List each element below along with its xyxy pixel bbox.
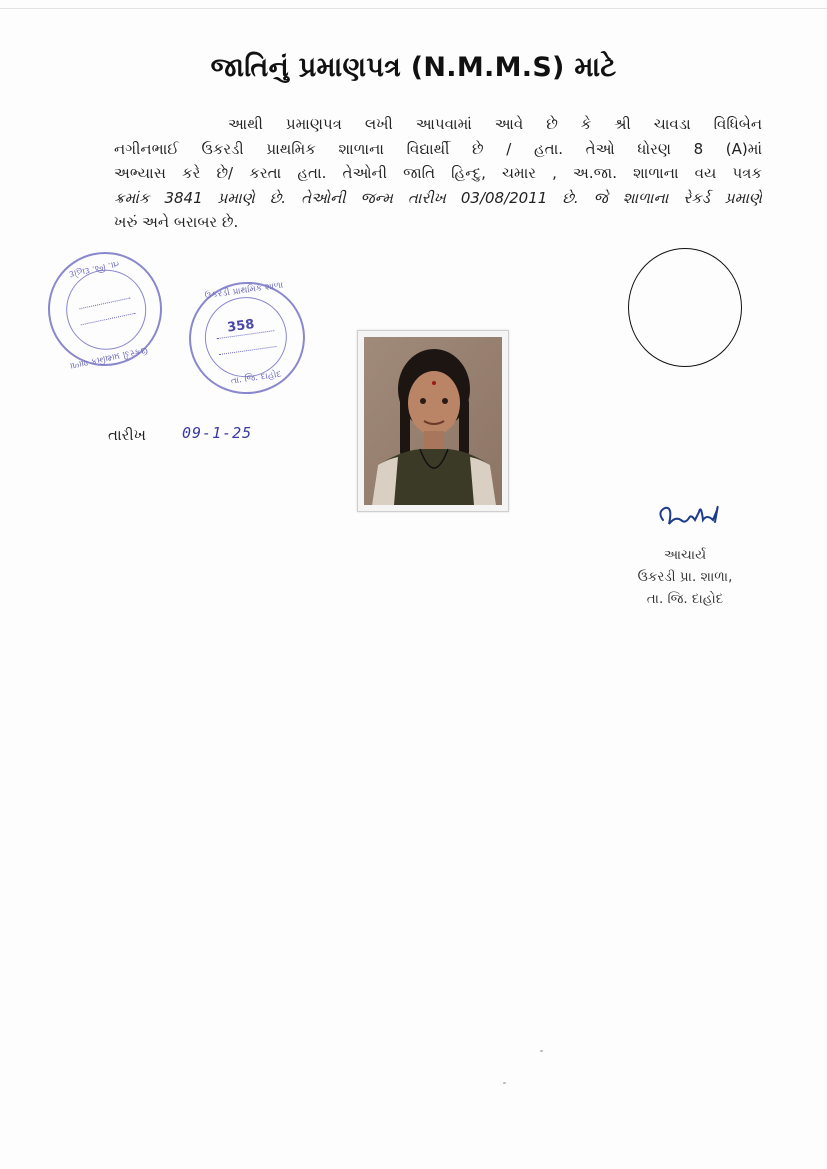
principal-signature (655, 490, 725, 540)
seal-left-ring-text: ઉકરડી પ્રાથમિક શાળા (68, 344, 149, 371)
school-seal-left (37, 241, 172, 376)
certificate-body (114, 112, 762, 235)
seal-right-ring-text: ઉકરડી પ્રાથમિક શાળા (204, 280, 284, 302)
date-value: 09-1-25 (182, 424, 253, 442)
body-line-2: નગીનભાઈ ઉકરડી પ્રાથમિક શાળાના વિદ્યાર્થી છે / હતા. તેઓ ધોરણ 8 (A)માં (114, 139, 762, 158)
body-line-5: ખરું અને બરાબર છે. (114, 213, 239, 231)
stamp-circle-blank (628, 248, 742, 367)
student-photo-image (364, 337, 502, 505)
date-label: તારીખ (108, 426, 146, 444)
school-seal-right (182, 274, 312, 401)
signatory-designation: આચાર્ય (663, 547, 707, 563)
body-line-1: આથી પ્રમાણપત્ર લખી આપવામાં આવે છે કે શ્રી ચાવડા વિધિબેન (228, 115, 762, 133)
seal-left-bottom-text: તા. જિ. દાહોદ (67, 258, 120, 279)
scan-edge-line (0, 8, 827, 9)
student-photo (357, 330, 509, 512)
signatory-school: ઉકરડી પ્રા. શાળા, (637, 569, 733, 585)
signatory-location: તા. જિ. દાહોદ (646, 591, 724, 607)
body-line-3: અભ્યાસ કરે છે/ કરતા હતા. તેઓની જાતિ હિન્દુ, ચમાર , અ.જા. શાળાના વય પત્રક (114, 164, 762, 182)
body-line-4: ક્રમાંક 3841 પ્રમાણે છે. તેઓની જન્મ તારીખ 03/08/2011 છે. જે શાળાના રેકર્ડ પ્રમાણે (114, 188, 762, 207)
signatory-block (600, 544, 770, 610)
certificate-title: જાતિનું પ્રમાણપત્ર (N.M.M.S) માટે (210, 52, 617, 83)
student-portrait-icon (364, 337, 502, 505)
scan-speck (540, 1050, 543, 1052)
seal-right-bottom-text: તા. જિ. દાહોદ (230, 369, 283, 387)
seal-number: 358 (226, 316, 256, 336)
scan-speck (503, 1082, 506, 1084)
